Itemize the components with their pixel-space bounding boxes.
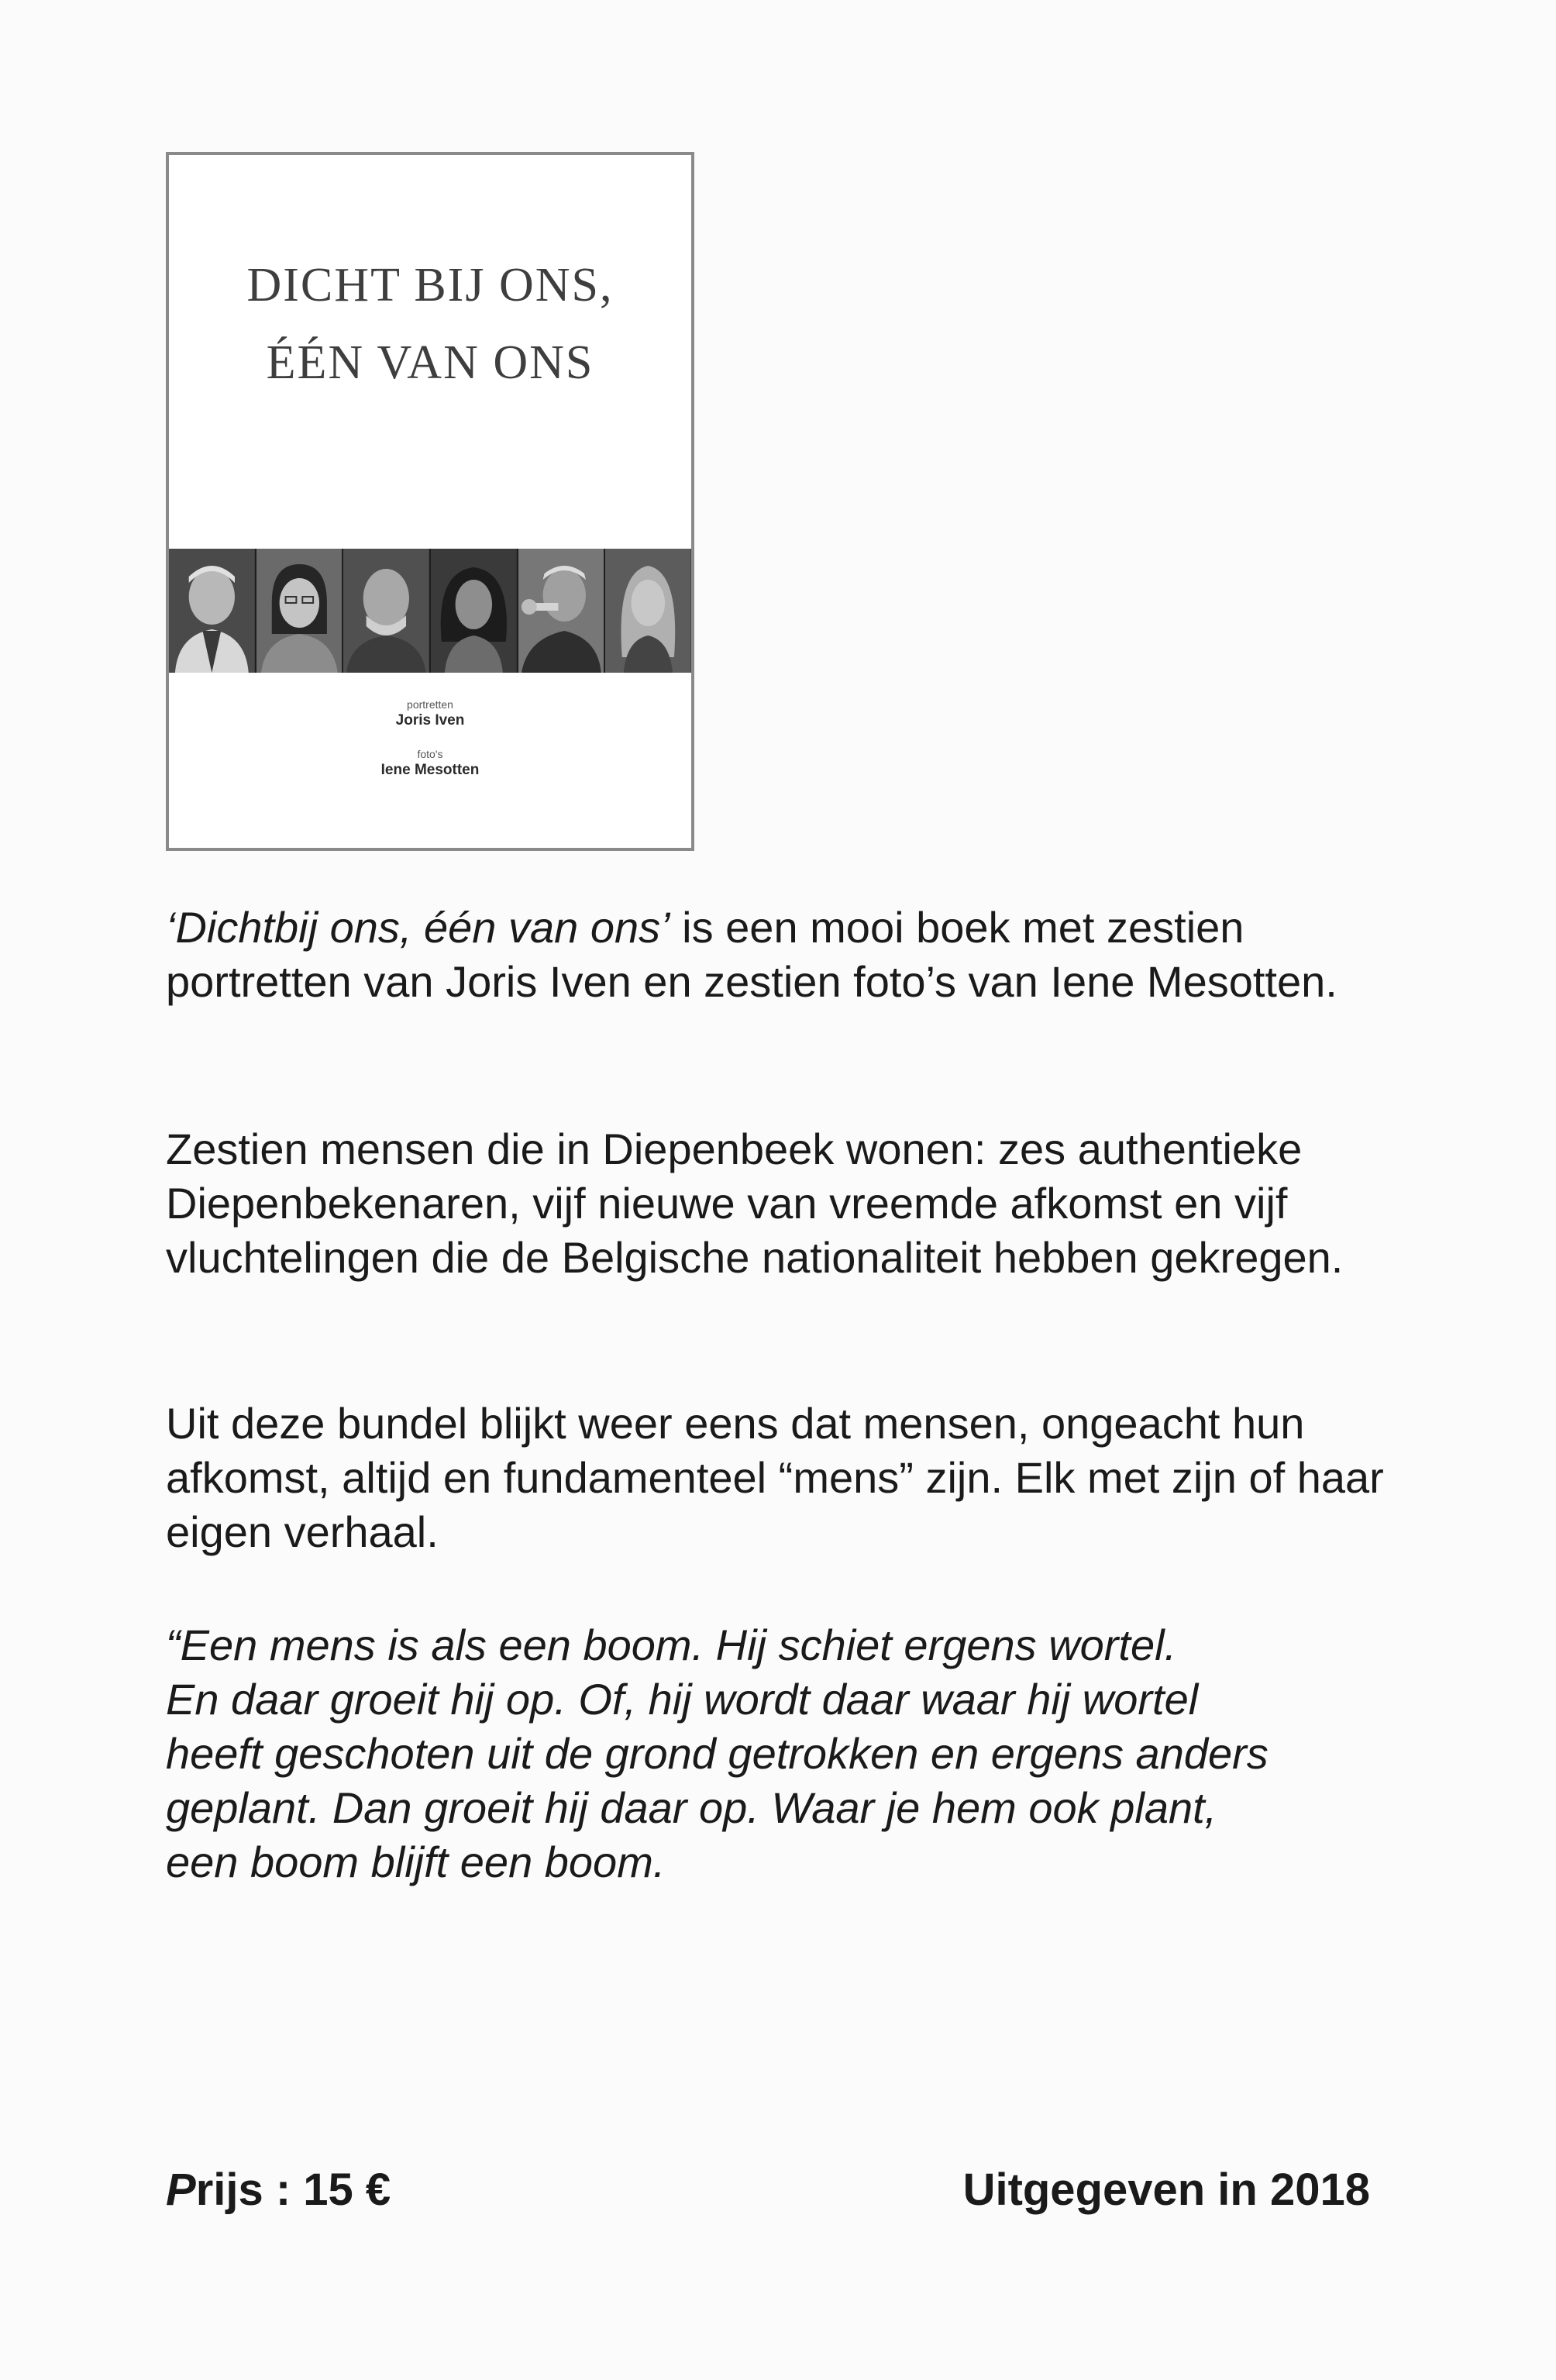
photos-label: foto's (417, 748, 443, 760)
quote-paragraph (166, 1618, 1421, 1889)
portrait-photo (518, 549, 606, 673)
portrait-photo (256, 549, 344, 673)
portrait-photo (343, 549, 431, 673)
portrait-photo (605, 549, 691, 673)
cover-title (169, 246, 691, 401)
theme-paragraph: Uit deze bundel blijkt weer eens dat mensen, ongeacht hun afkomst, altijd en fundamenteel “mens” zijn. Elk met zijn of haar eigen verhaal. (166, 1399, 1384, 1556)
intro-text: is een mooi boek met zestien portretten van Joris Iven en zestien foto’s van Iene Mesotten. (166, 903, 1337, 1006)
price-initial: P (166, 2165, 196, 2215)
portrait-photo (431, 549, 518, 673)
quote-line: een boom blijft een boom. (166, 1838, 666, 1886)
quote-line: geplant. Dan groeit hij daar op. Waar je hem ook plant, (166, 1783, 1217, 1832)
quote-line: En daar groeit hij op. Of, hij wordt daar waar hij wortel (166, 1675, 1199, 1724)
cover-title-line-1: DICHT BIJ ONS, (246, 259, 614, 312)
book-title-italic: ‘Dichtbij ons, één van ons’ (166, 903, 670, 952)
publication-year: Uitgegeven in 2018 (962, 2165, 1370, 2215)
intro-paragraph (166, 901, 1421, 1009)
quote-line: “Een mens is als een boom. Hij schiet ergens wortel. (166, 1621, 1177, 1669)
photographer-name: Iene Mesotten (380, 762, 480, 778)
cover-title-line-2: ÉÉN VAN ONS (266, 336, 594, 389)
cover-credits (169, 697, 691, 797)
author-name: Joris Iven (395, 712, 465, 728)
book-cover (166, 152, 694, 851)
portrait-photo (169, 549, 256, 673)
price-label (166, 2162, 391, 2218)
price-text: rijs : 15 € (195, 2165, 391, 2215)
cover-photo-strip (169, 549, 691, 673)
portraits-label: portretten (407, 698, 453, 711)
quote-line: heeft geschoten uit de grond getrokken en ergens anders (166, 1729, 1269, 1778)
description-paragraph: Zestien mensen die in Diepenbeek wonen: zes authentieke Diepenbekenaren, vijf nieuwe van vreemde afkomst en vijf vluchtelingen die de Belgische nationaliteit hebben gekregen. (166, 1125, 1344, 1282)
